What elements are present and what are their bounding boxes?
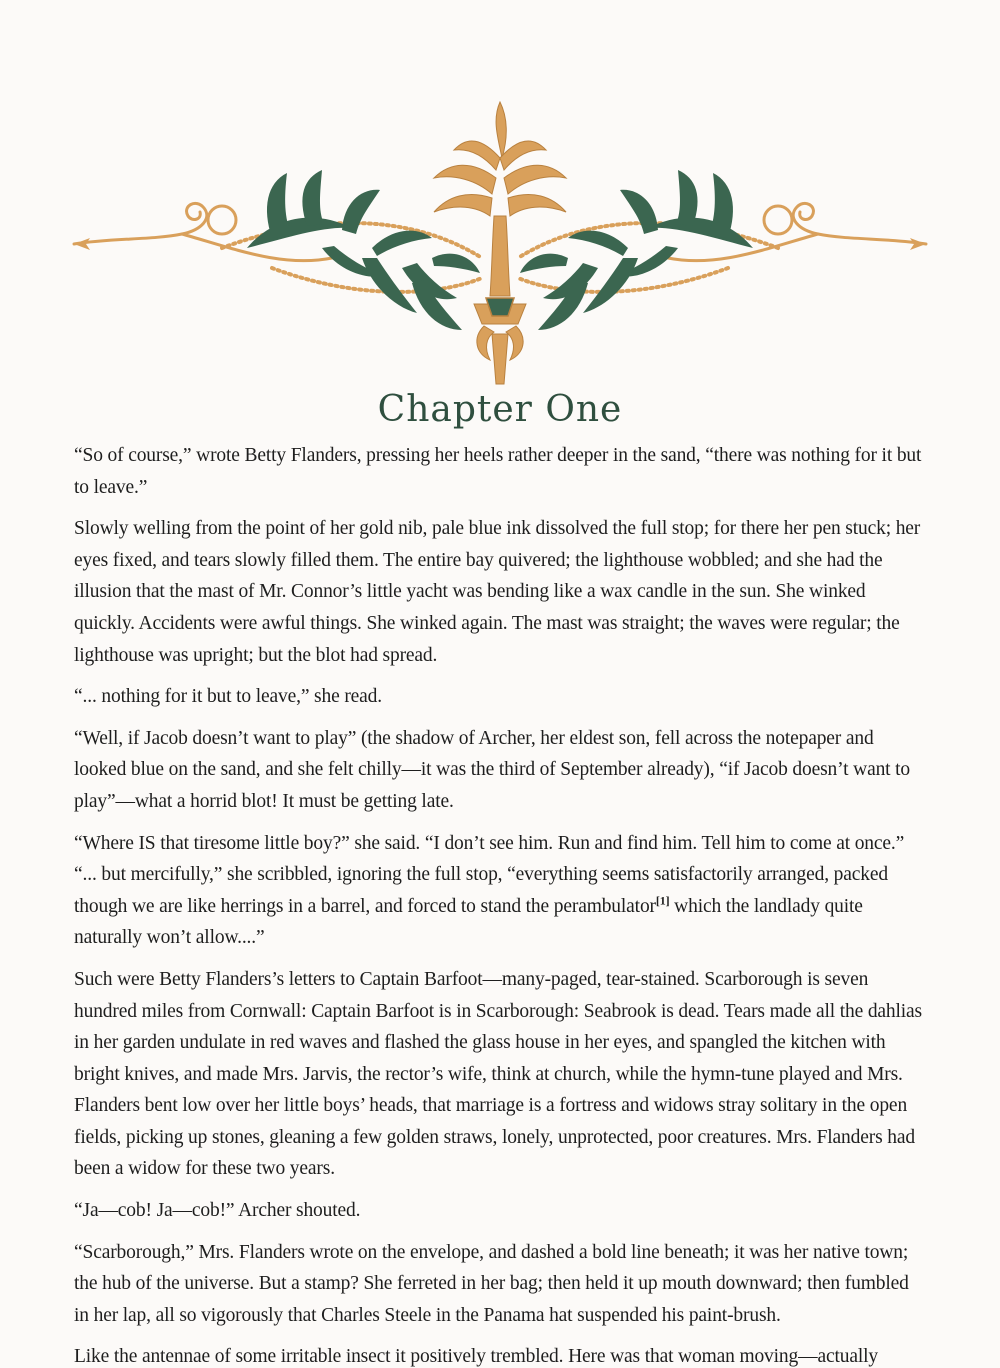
chapter-ornament (72, 98, 928, 388)
chapter-title: Chapter One (377, 389, 623, 430)
paragraph: Like the antennae of some irritable insect it positively trembled. Here was that woman moving—actually (74, 1346, 878, 1368)
paragraph: “Ja—cob! Ja—cob!” Archer shouted. (74, 1200, 361, 1222)
paragraph-text: “... but mercifully,” she scribbled, ignoring the full stop, “everything seems satisfactorily arranged, packed though we are like herrings in a barrel, and forced to stand the perambulator (74, 864, 888, 917)
paragraph: “Well, if Jacob doesn’t want to play” (the shadow of Archer, her eldest son, fell across the notepaper and looked blue on the sand, and she felt chilly—it was the third of September already), “if Jacob doesn’t want to play”—what a horrid blot! It must be getting late. (74, 727, 911, 812)
paragraph: “... nothing for it but to leave,” she read. (74, 686, 383, 708)
paragraph: Slowly welling from the point of her gold nib, pale blue ink dissolved the full stop; for there her pen stuck; her eyes fixed, and tears slowly filled them. The entire bay quivered; the lighthouse wobbled; and she had the illusion that the mast of Mr. Connor’s little yacht was bending like a wax candle in the sun. She winked quickly. Accidents were awful things. She winked again. The mast was straight; the waves were regular; the lighthouse was upright; but the blot had spread. (74, 518, 921, 666)
footnote-link[interactable]: [1] (655, 893, 670, 908)
paragraph: “Scarborough,” Mrs. Flanders wrote on the envelope, and dashed a bold line beneath; it was her native town; the hub of the universe. But a stamp? She ferreted in her bag; then held it up mouth downward; then fumbled in her lap, all so vigorously that Charles Steele in the Panama hat suspended his paint-brush. (74, 1241, 909, 1326)
paragraph: “Where IS that tiresome little boy?” she said. “I don’t see him. Run and find him. Tell him to come at once.” (74, 832, 905, 854)
paragraph: “So of course,” wrote Betty Flanders, pressing her heels rather deeper in the sand, “there was nothing for it but to leave.” (74, 445, 922, 498)
chapter-body (74, 440, 928, 1368)
paragraph-with-footnote (74, 859, 928, 954)
paragraph: Such were Betty Flanders’s letters to Captain Barfoot—many-paged, tear-stained. Scarborough is seven hundred miles from Cornwall: Captain Barfoot is in Scarborough: Seabrook is dead. Tears made all the dahlias in her garden undulate in red waves and flashed the glass house in her eyes, and spangled the kitchen with bright knives, and made Mrs. Jarvis, the rector’s wife, think at church, while the hymn-tune played and Mrs. Flanders bent low over her little boys’ heads, that marriage is a fortress and widows stray solitary in the open fields, picking up stones, gleaning a few golden straws, lonely, unprotected, poor creatures. Mrs. Flanders had been a widow for these two years. (74, 968, 922, 1180)
paragraph-text: which the landlady quite naturally won’t allow....” (74, 895, 863, 949)
